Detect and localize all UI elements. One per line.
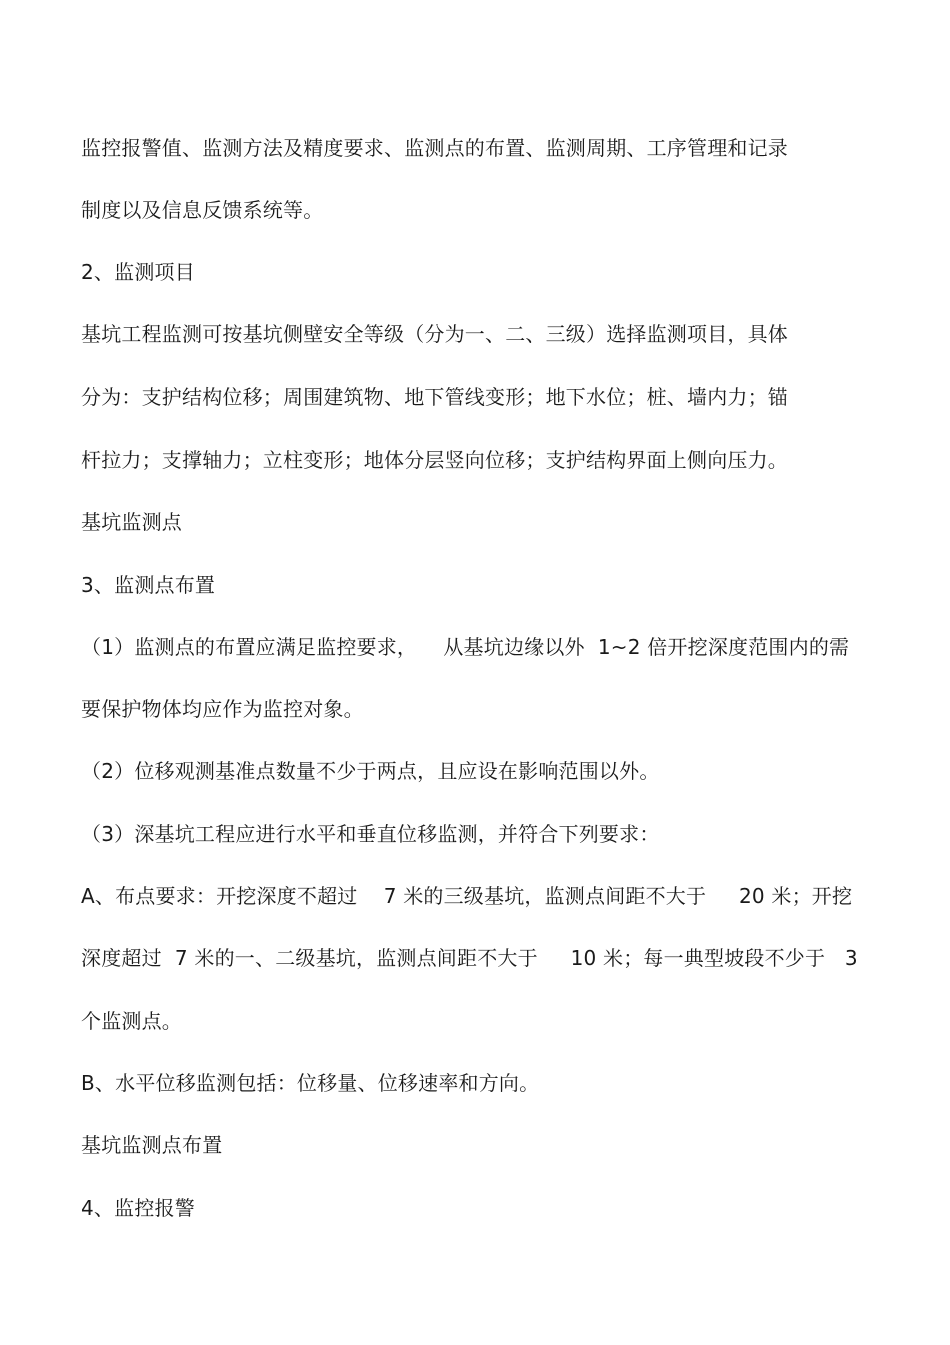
text-line: 分为：支护结构位移；周围建筑物、地下管线变形；地下水位；桩、墙内力；锚	[81, 385, 788, 409]
text-line: 监控报警值、监测方法及精度要求、监测点的布置、监测周期、工序管理和记录	[81, 136, 788, 160]
text-line: A、布点要求：开挖深度不超过 7 米的三级基坑，监测点间距不大于 20 米；开挖	[81, 884, 853, 908]
text-line: 要保护物体均应作为监控对象。	[81, 697, 364, 721]
text-line: （3）深基坑工程应进行水平和垂直位移监测，并符合下列要求：	[81, 822, 660, 846]
figure-caption: 基坑监测点布置	[81, 1133, 223, 1157]
section-heading: 4、监控报警	[81, 1196, 195, 1220]
text-line: 制度以及信息反馈系统等。	[81, 198, 324, 222]
section-heading: 3、监测点布置	[81, 573, 216, 597]
text-line: 深度超过 7 米的一、二级基坑，监测点间距不大于 10 米；每一典型坡段不少于 3	[81, 946, 858, 970]
figure-caption: 基坑监测点	[81, 510, 182, 534]
text-line: B、水平位移监测包括：位移量、位移速率和方向。	[81, 1071, 540, 1095]
section-heading: 2、监测项目	[81, 260, 195, 284]
text-line: （1）监测点的布置应满足监控要求， 从基坑边缘以外 1~2 倍开挖深度范围内的需	[81, 635, 850, 659]
text-line: 基坑工程监测可按基坑侧壁安全等级（分为一、二、三级）选择监测项目，具体	[81, 322, 788, 346]
text-line: （2）位移观测基准点数量不少于两点，且应设在影响范围以外。	[81, 759, 660, 783]
text-line: 个监测点。	[81, 1009, 182, 1033]
text-line: 杆拉力；支撑轴力；立柱变形；地体分层竖向位移；支护结构界面上侧向压力。	[81, 448, 788, 472]
